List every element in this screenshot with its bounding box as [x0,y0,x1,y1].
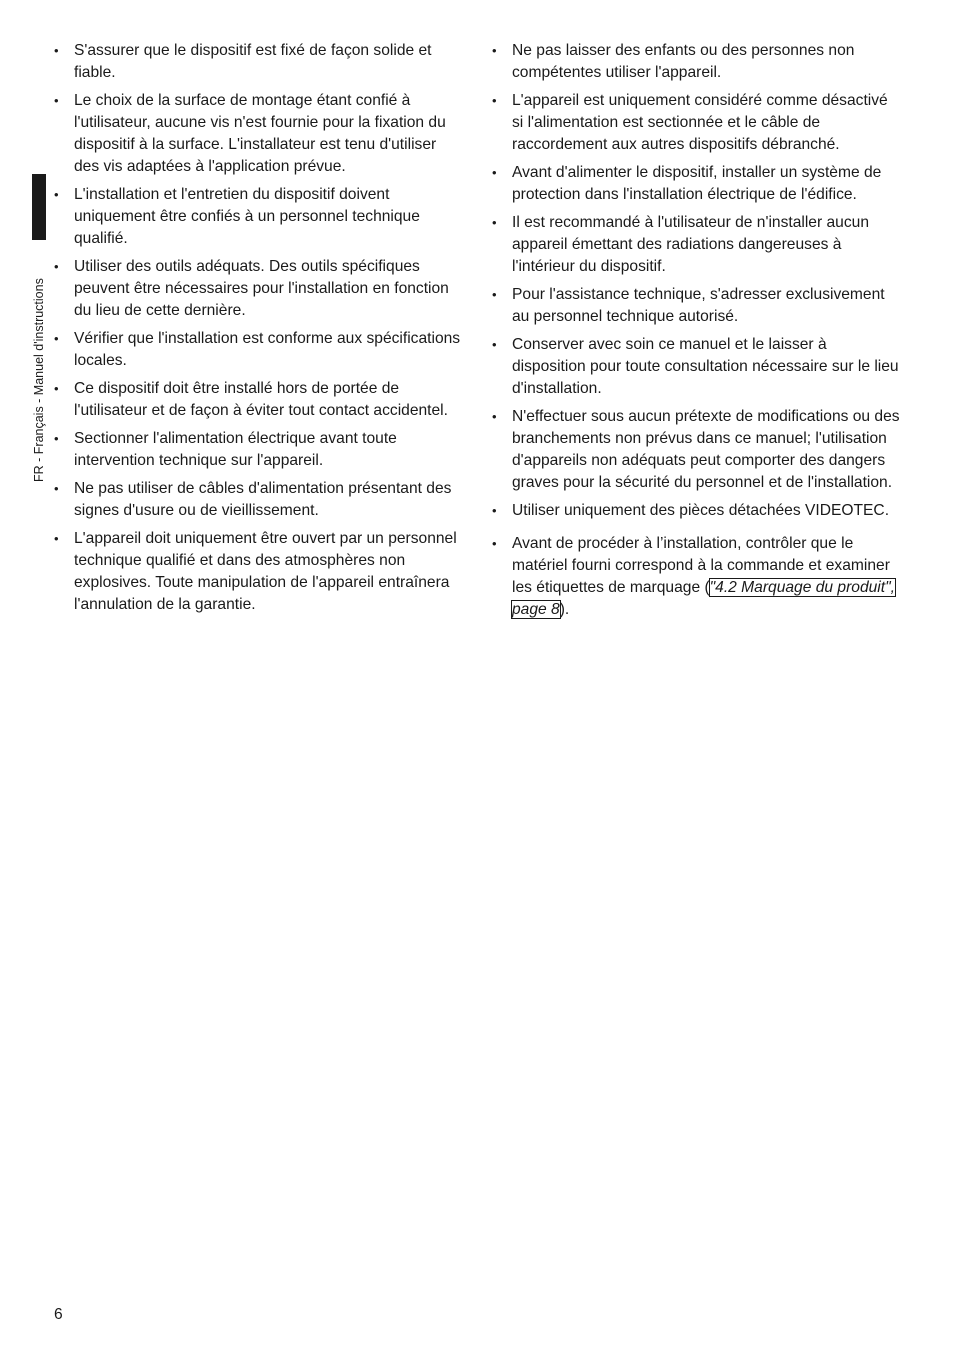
bullet: • [54,43,59,58]
list-item-text: Conserver avec soin ce manuel et le laisser à disposition pour toute consultation nécessaire sur le lieu d'installation. [512,336,899,397]
list-item [52,256,464,322]
list-item-text: L'appareil doit uniquement être ouvert par un personnel technique qualifié et dans des atmosphères non explosives. Toute manipulation de l'appareil entraînera l'annulation de la garantie. [74,530,457,613]
list-item-text: Avant d'alimenter le dispositif, installer un système de protection dans l'installation électrique de l'édifice. [512,164,882,203]
list-item [52,378,464,422]
bullet: • [54,431,59,446]
sidebar-label: FR - Français - Manuel d'instructions [32,278,46,482]
list-item [490,90,900,156]
bullet: • [54,531,59,546]
list-item [490,40,900,84]
right-column-list [490,40,900,627]
list-item-text: Ne pas utiliser de câbles d'alimentation présentant des signes d'usure ou de vieillissement. [74,480,452,519]
list-item-text: Le choix de la surface de montage étant confié à l'utilisateur, aucune vis n'est fournie pour la fixation du dispositif à la surface. L'installateur est tenu d'utiliser des vis adaptées à l'application prévue. [74,92,446,175]
list-item-text: Utiliser uniquement des pièces détachées VIDEOTEC. [512,502,890,519]
bullet: • [54,381,59,396]
bullet: • [492,503,497,518]
left-column-list [52,40,464,622]
bullet: • [54,187,59,202]
list-item-text: Il est recommandé à l'utilisateur de n'installer aucun appareil émettant des radiations dangereuses à l'intérieur du dispositif. [512,214,869,275]
bullet: • [492,215,497,230]
list-item-text: L'installation et l'entretien du dispositif doivent uniquement être confiés à un personnel technique qualifié. [74,186,420,247]
bullet: • [492,536,497,551]
bullet: • [492,165,497,180]
bullet: • [492,337,497,352]
bullet: • [54,331,59,346]
list-item [490,500,900,522]
list-item [490,212,900,278]
page-number: 6 [54,1306,63,1323]
list-item [490,533,900,621]
list-item-text: Avant de procéder à l’installation, contrôler que le matériel fourni correspond à la commande et examiner les étiquettes de marquage ( [512,535,890,596]
list-item-text: Ce dispositif doit être installé hors de portée de l'utilisateur et de façon à éviter tout contact accidentel. [74,380,448,419]
section-tab-marker [32,174,46,240]
list-item [490,334,900,400]
bullet: • [54,481,59,496]
list-item [490,284,900,328]
cross-reference-link[interactable]: "4.2 Marquage du produit", page 8 [512,579,895,618]
list-item-text: S'assurer que le dispositif est fixé de façon solide et fiable. [74,42,432,81]
list-item-text: Utiliser des outils adéquats. Des outils spécifiques peuvent être nécessaires pour l'installation en fonction du lieu de cette dernière. [74,258,449,319]
bullet: • [492,409,497,424]
list-item [52,184,464,250]
list-item-text-end: ). [559,601,570,618]
list-item [490,406,900,494]
list-item [52,528,464,616]
list-item-text: N'effectuer sous aucun prétexte de modifications ou des branchements non prévus dans ce manuel; l'utilisation d'appareils non adéquats peut comporter des dangers graves pour la sécurité du personnel et de l'installation. [512,408,900,491]
list-item [52,328,464,372]
bullet: • [492,93,497,108]
list-item [52,478,464,522]
list-item-text: L'appareil est uniquement considéré comme désactivé si l'alimentation est sectionnée et le câble de raccordement aux autres dispositifs débranché. [512,92,888,153]
bullet: • [54,259,59,274]
list-item-text: Vérifier que l'installation est conforme aux spécifications locales. [74,330,461,369]
bullet: • [492,43,497,58]
list-item [52,428,464,472]
list-item [490,162,900,206]
list-item [52,90,464,178]
bullet: • [492,287,497,302]
list-item-text: Sectionner l'alimentation électrique avant toute intervention technique sur l'appareil. [74,430,397,469]
bullet: • [54,93,59,108]
list-item-text: Ne pas laisser des enfants ou des personnes non compétentes utiliser l'appareil. [512,42,855,81]
list-item-text: Pour l'assistance technique, s'adresser exclusivement au personnel technique autorisé. [512,286,885,325]
list-item [52,40,464,84]
